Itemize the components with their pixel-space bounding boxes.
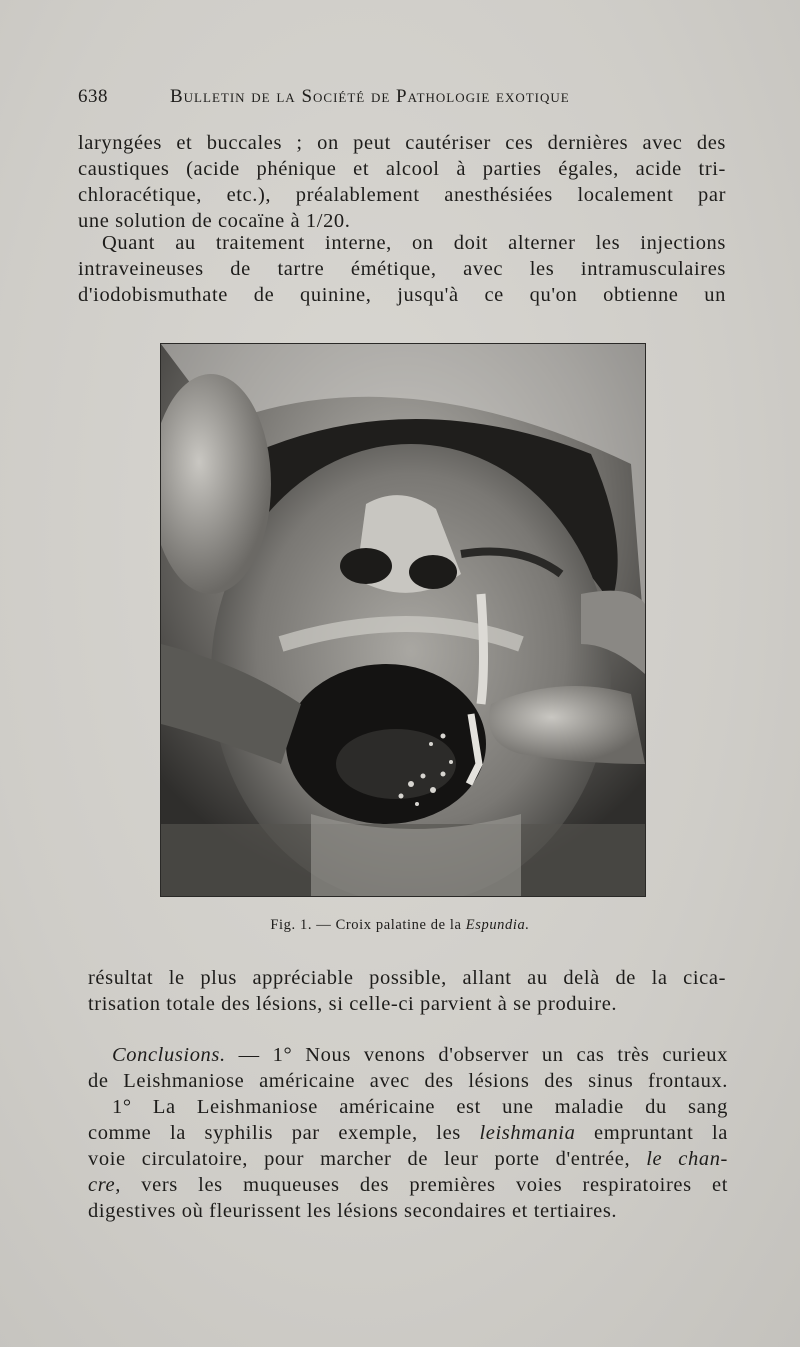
text-italic: le chan- [646, 1148, 728, 1170]
paragraph-3 [88, 965, 726, 1017]
text-fragment: vers les muqueuses des premières voies respiratoires et [120, 1174, 728, 1196]
text-line: résultat le plus appréciable possible, allant au delà de la cica- [88, 967, 726, 989]
text-line: caustiques (acide phénique et alcool à parties égales, acide tri- [78, 158, 726, 180]
text-fragment: empruntant la [575, 1122, 729, 1144]
text-line [88, 1146, 728, 1172]
paragraph-conclusions [88, 1042, 728, 1224]
paragraph-1 [78, 130, 726, 234]
text-line: laryngées et buccales ; on peut cautériser ces dernières avec des [78, 132, 726, 154]
running-header [78, 86, 638, 108]
text-line: de Leishmaniose américaine avec des lésions des sinus frontaux. [88, 1070, 728, 1092]
figure-photograph [160, 343, 646, 897]
figure-caption [0, 917, 800, 934]
section-heading: Conclusions. [112, 1044, 226, 1066]
text-italic: leishmania [479, 1122, 576, 1144]
page-number: 638 [78, 86, 108, 107]
caption-italic: Espundia. [465, 917, 530, 933]
text-line: d'iodobismuthate de quinine, jusqu'à ce qu'on obtienne un [78, 284, 726, 306]
text-line [88, 1172, 728, 1198]
text-line: intraveineuses de tartre émétique, avec les intramusculaires [78, 258, 726, 280]
journal-title: Bulletin de la Société de Pathologie exotique [170, 86, 570, 107]
text-line [88, 1042, 728, 1068]
photo-illustration [161, 344, 645, 896]
text-line [88, 1120, 728, 1146]
text-fragment: voie circulatoire, pour marcher de leur porte d'entrée, [88, 1148, 647, 1170]
text-line: chloracétique, etc.), préalablement anesthésiées localement par [78, 184, 726, 206]
text-line: trisation totale des lésions, si celle-ci parvient à se produire. [88, 993, 618, 1015]
paragraph-2 [78, 230, 726, 308]
text-line: Quant au traitement interne, on doit alterner les injections [102, 232, 726, 254]
text-line: digestives où fleurissent les lésions secondaires et tertiaires. [88, 1200, 618, 1222]
text-line: une solution de cocaïne à 1/20. [78, 210, 351, 232]
text-italic: cre, [88, 1174, 121, 1196]
text-fragment: — 1° Nous venons d'observer un cas très curieux [225, 1044, 728, 1066]
text-line: 1° La Leishmaniose américaine est une maladie du sang [112, 1096, 728, 1118]
caption-text: Fig. 1. — Croix palatine de la [270, 917, 466, 933]
text-fragment: comme la syphilis par exemple, les [88, 1122, 480, 1144]
